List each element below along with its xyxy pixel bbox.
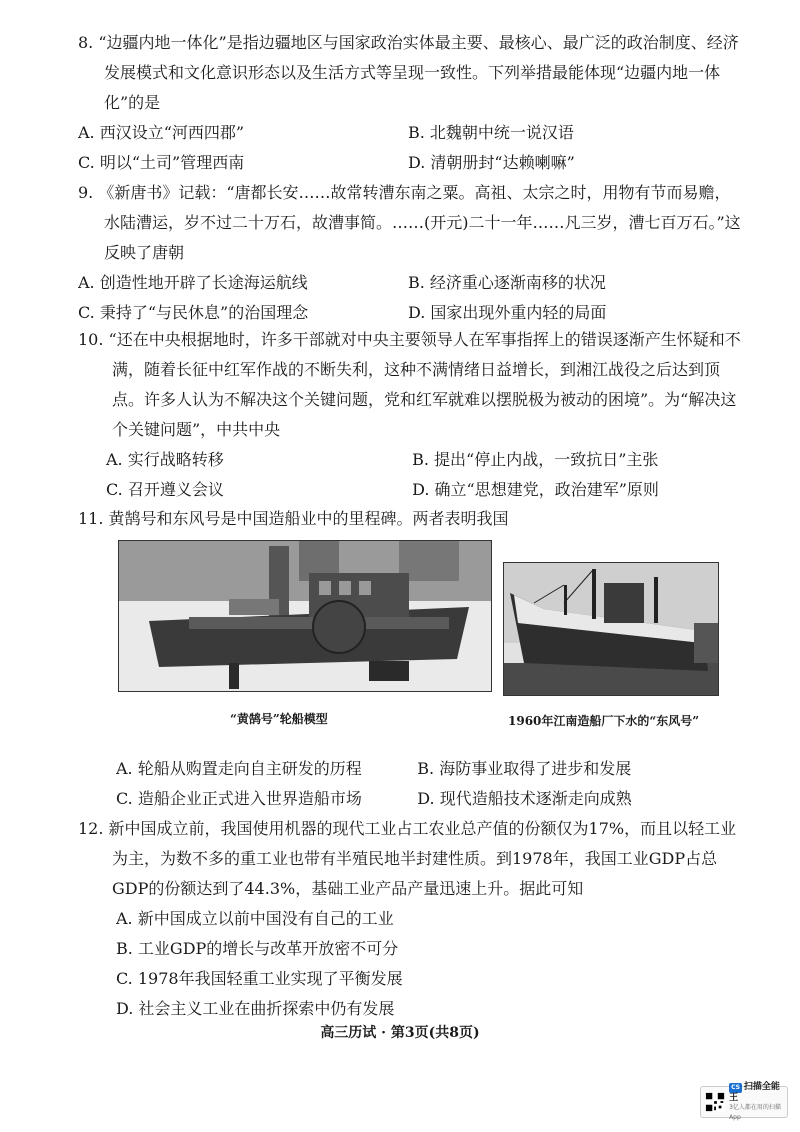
qr-code-icon [705, 1091, 725, 1113]
question-10 [78, 325, 741, 505]
option-a[interactable]: A. 创造性地开辟了长途海运航线 [78, 273, 308, 292]
question-stem: 黄鹄号和东风号是中国造船业中的里程碑。两者表明我国 [108, 509, 509, 528]
question-8 [78, 28, 738, 178]
options-row [78, 148, 738, 178]
option-a[interactable]: A. 新中国成立以前中国没有自己的工业 [116, 909, 394, 928]
badge-subtitle: 3亿人都在用的扫描App [729, 1103, 781, 1121]
option-c[interactable]: C. 明以“土司”管理西南 [78, 153, 245, 172]
option-c[interactable]: C. 召开遵义会议 [106, 480, 224, 499]
option-a[interactable]: A. 实行战略转移 [106, 450, 224, 469]
left-caption: “黄鹄号”轮船模型 [230, 712, 328, 726]
options-row [78, 754, 738, 784]
question-number: 12. [78, 819, 104, 838]
options-row [78, 298, 738, 328]
option-d[interactable]: D. 现代造船技术逐渐走向成熟 [417, 789, 632, 808]
question-number: 9. [78, 183, 94, 202]
question-11 [78, 504, 738, 534]
options-row [78, 475, 738, 505]
right-caption: 1960年江南造船厂下水的“东风号” [508, 714, 700, 728]
option-b[interactable]: B. 经济重心逐渐南移的状况 [408, 273, 606, 292]
question-12 [78, 814, 738, 1024]
scanner-badge [700, 1081, 788, 1121]
option-b[interactable]: B. 工业GDP的增长与改革开放密不可分 [116, 939, 399, 958]
option-c[interactable]: C. 秉持了“与民休息”的治国理念 [78, 303, 309, 322]
question-number: 8. [78, 33, 94, 52]
option-c[interactable]: C. 1978年我国轻重工业实现了平衡发展 [116, 969, 403, 988]
option-d[interactable]: D. 社会主义工业在曲折探索中仍有发展 [116, 999, 395, 1018]
options-row [78, 268, 738, 298]
question-stem: 新中国成立前，我国使用机器的现代工业占工农业总产值的份额仅为17%，而且以轻工业为主，为数不多的重工业也带有半殖民地半封建性质。到1978年，我国工业GDP占总GDP的份额达到了44.3%，基础工业产品产量迅速上升。据此可知 [108, 819, 737, 898]
question-number: 11. [78, 509, 104, 528]
option-a[interactable]: A. 西汉设立“河西四郡” [78, 123, 245, 142]
huanghu-ship-photo [118, 540, 492, 692]
option-a[interactable]: A. 轮船从购置走向自主研发的历程 [116, 759, 362, 778]
question-stem: “还在中央根据地时，许多干部就对中央主要领导人在军事指挥上的错误逐渐产生怀疑和不满，随着长征中红军作战的不断失利，这种不满情绪日益增长，到湘江战役之后达到顶点。许多人认为不解决这个关键问题，党和红军就难以摆脱极为被动的困境”。为“解决这个关键问题”，中共中央 [108, 330, 741, 439]
option-b[interactable]: B. 北魏朝中统一说汉语 [408, 123, 574, 142]
question-stem: “边疆内地一体化”是指边疆地区与国家政治实体最主要、最核心、最广泛的政治制度、经济发展模式和文化意识形态以及生活方式等呈现一致性。下列举措最能体现“边疆内地一体化”的是 [98, 33, 739, 112]
options-row [78, 445, 738, 475]
option-b[interactable]: B. 海防事业取得了进步和发展 [417, 759, 632, 778]
options-row [78, 784, 738, 814]
page-footer: 高三历试 · 第3页(共8页) [320, 1025, 480, 1041]
option-c[interactable]: C. 造船企业正式进入世界造船市场 [116, 789, 362, 808]
option-d[interactable]: D. 国家出现外重内轻的局面 [408, 303, 607, 322]
dongfeng-ship-photo [503, 562, 719, 696]
badge-title: 扫描全能王 [729, 1081, 780, 1103]
options-column [78, 904, 738, 1024]
question-stem: 《新唐书》记载：“唐都长安……故常转漕东南之粟。高祖、太宗之时，用物有节而易赡，水陆漕运，岁不过二十万石，故漕事简。……(开元)二十一年……凡三岁，漕七百万石。”这反映了唐朝 [98, 183, 741, 262]
option-d[interactable]: D. 清朝册封“达赖喇嘛” [408, 153, 575, 172]
options-row [78, 118, 738, 148]
camscanner-logo-icon: CS [731, 1083, 740, 1091]
option-d[interactable]: D. 确立“思想建党，政治建军”原则 [412, 480, 659, 499]
question-number: 10. [78, 330, 104, 349]
question-9 [78, 178, 741, 328]
question-11-options [78, 754, 738, 814]
option-b[interactable]: B. 提出“停止内战，一致抗日”主张 [412, 450, 659, 469]
